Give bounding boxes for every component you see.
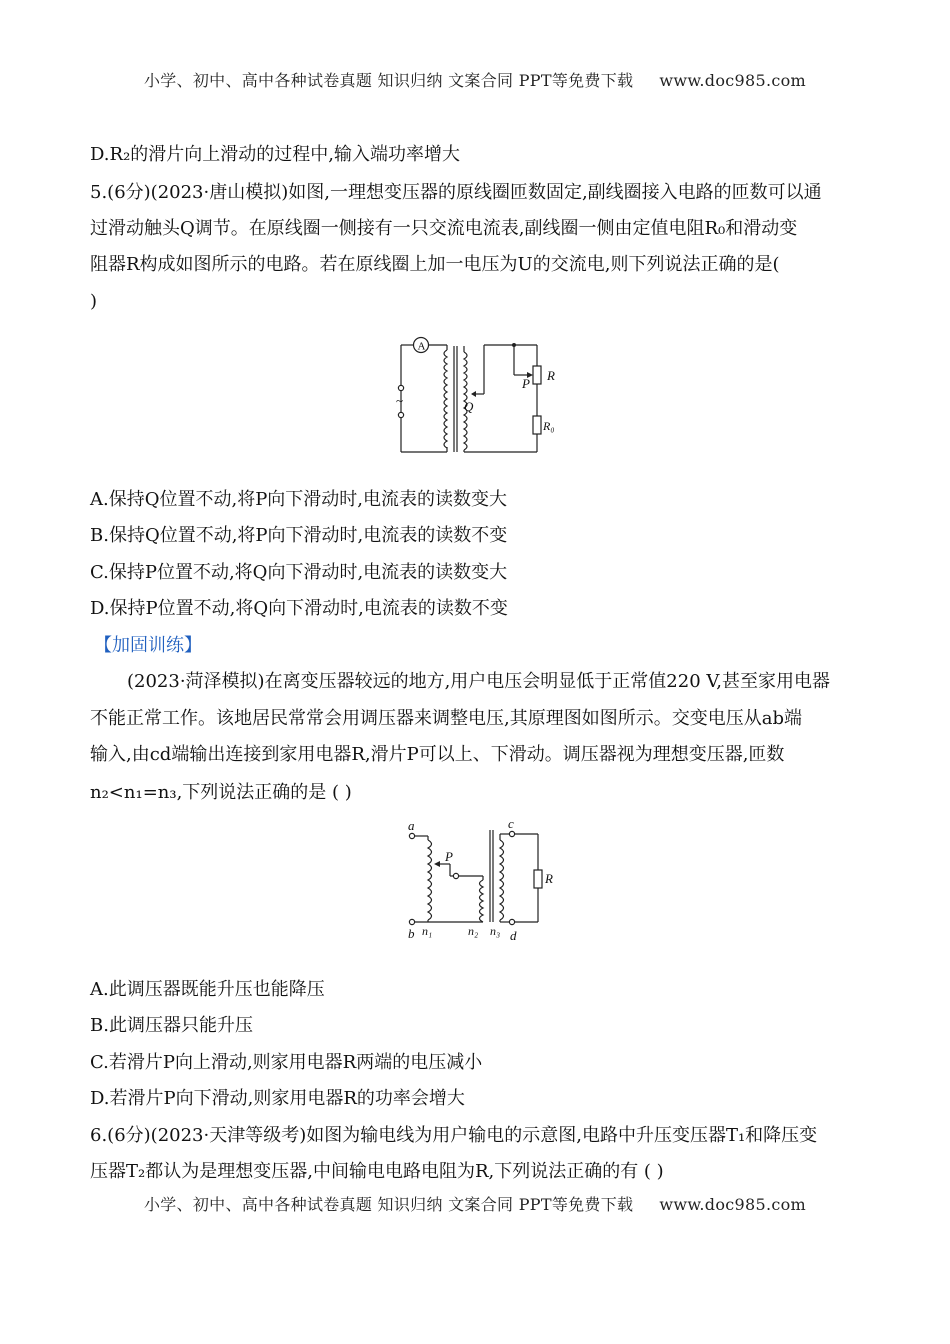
n2-label: n₂ bbox=[468, 924, 479, 938]
reinforce-stem-line-4: n₂<n₁=n₃,下列说法正确的是 ( ) bbox=[90, 782, 352, 803]
p-arrow-icon bbox=[434, 861, 440, 867]
q6-stem-line-1: 6.(6分)(2023·天津等级考)如图为输电线为用户输电的示意图,电路中升压变压器T₁和降压变 bbox=[90, 1125, 818, 1146]
reinforce-stem-line-1: (2023·菏泽模拟)在离变压器较远的地方,用户电压会明显低于正常值220 V,甚至家用电器 bbox=[127, 671, 830, 692]
q5-stem-line-3: 阻器R构成如图所示的电路。若在原线圈上加一电压为U的交流电,则下列说法正确的是( bbox=[90, 254, 780, 275]
footer-text: 小学、初中、高中各种试卷真题 知识归纳 文案合同 PPT等免费下载 bbox=[143, 1195, 634, 1214]
q5-stem-line-4: ) bbox=[90, 291, 98, 312]
reinforce-tag: 【加固训练】 bbox=[94, 635, 202, 656]
page-header bbox=[0, 68, 950, 91]
a-label: a bbox=[408, 818, 415, 833]
q5-option-a: A.保持Q位置不动,将P向下滑动时,电流表的读数变大 bbox=[90, 489, 508, 510]
page-footer bbox=[0, 1192, 950, 1215]
q-label: Q bbox=[464, 399, 474, 414]
footer-site: www.doc985.com bbox=[659, 1195, 807, 1214]
regulator-circuit-figure bbox=[400, 816, 570, 944]
terminal-b bbox=[409, 919, 414, 924]
reinforce-option-d: D.若滑片P向下滑动,则家用电器R的功率会增大 bbox=[90, 1088, 465, 1109]
q5-circuit-figure bbox=[392, 332, 572, 458]
r-label: R bbox=[547, 368, 555, 383]
p-label: P bbox=[445, 849, 453, 864]
b-label: b bbox=[408, 926, 415, 941]
ac-source-symbol: ~ bbox=[396, 393, 404, 408]
r-label: R bbox=[545, 871, 553, 886]
q6-stem-line-2: 压器T₂都认为是理想变压器,中间输电电路电阻为R,下列说法正确的有 ( ) bbox=[90, 1161, 664, 1182]
reinforce-option-c: C.若滑片P向上滑动,则家用电器R两端的电压减小 bbox=[90, 1052, 483, 1073]
c-label: c bbox=[508, 816, 514, 831]
terminal-d bbox=[509, 919, 514, 924]
reinforce-stem-line-2: 不能正常工作。该地居民常常会用调压器来调整电压,其原理图如图所示。交变电压从ab端 bbox=[90, 708, 802, 729]
header-text: 小学、初中、高中各种试卷真题 知识归纳 文案合同 PPT等免费下载 bbox=[143, 71, 634, 90]
reinforce-option-a: A.此调压器既能升压也能降压 bbox=[90, 979, 325, 1000]
n2-terminal bbox=[453, 873, 458, 878]
q5-option-b: B.保持Q位置不动,将P向下滑动时,电流表的读数不变 bbox=[90, 525, 508, 546]
d-label: d bbox=[510, 928, 517, 943]
terminal-a bbox=[409, 833, 414, 838]
n3-label: n₃ bbox=[490, 924, 501, 938]
n1-label: n₁ bbox=[422, 924, 433, 938]
reinforce-stem-line-3: 输入,由cd端输出连接到家用电器R,滑片P可以上、下滑动。调压器视为理想变压器,匝数 bbox=[90, 744, 785, 765]
q5-option-d: D.保持P位置不动,将Q向下滑动时,电流表的读数不变 bbox=[90, 598, 508, 619]
junction-dot bbox=[512, 343, 516, 347]
r0-label: R₀ bbox=[543, 419, 555, 433]
terminal-c bbox=[509, 831, 514, 836]
header-site: www.doc985.com bbox=[659, 71, 807, 90]
q5-option-c: C.保持P位置不动,将Q向下滑动时,电流表的读数变大 bbox=[90, 562, 508, 583]
reinforce-option-b: B.此调压器只能升压 bbox=[90, 1015, 253, 1036]
q-arrow-icon bbox=[471, 391, 476, 397]
ammeter-label: A bbox=[417, 340, 426, 353]
p-label: P bbox=[522, 376, 530, 391]
q5-stem-line-1: 5.(6分)(2023·唐山模拟)如图,一理想变压器的原线圈匝数固定,副线圈接入电路的匝数可以通 bbox=[90, 182, 822, 203]
prev-option-d: D.R₂的滑片向上滑动的过程中,输入端功率增大 bbox=[90, 144, 461, 165]
q5-stem-line-2: 过滑动触头Q调节。在原线圈一侧接有一只交流电流表,副线圈一侧由定值电阻R₀和滑动变 bbox=[90, 218, 798, 239]
